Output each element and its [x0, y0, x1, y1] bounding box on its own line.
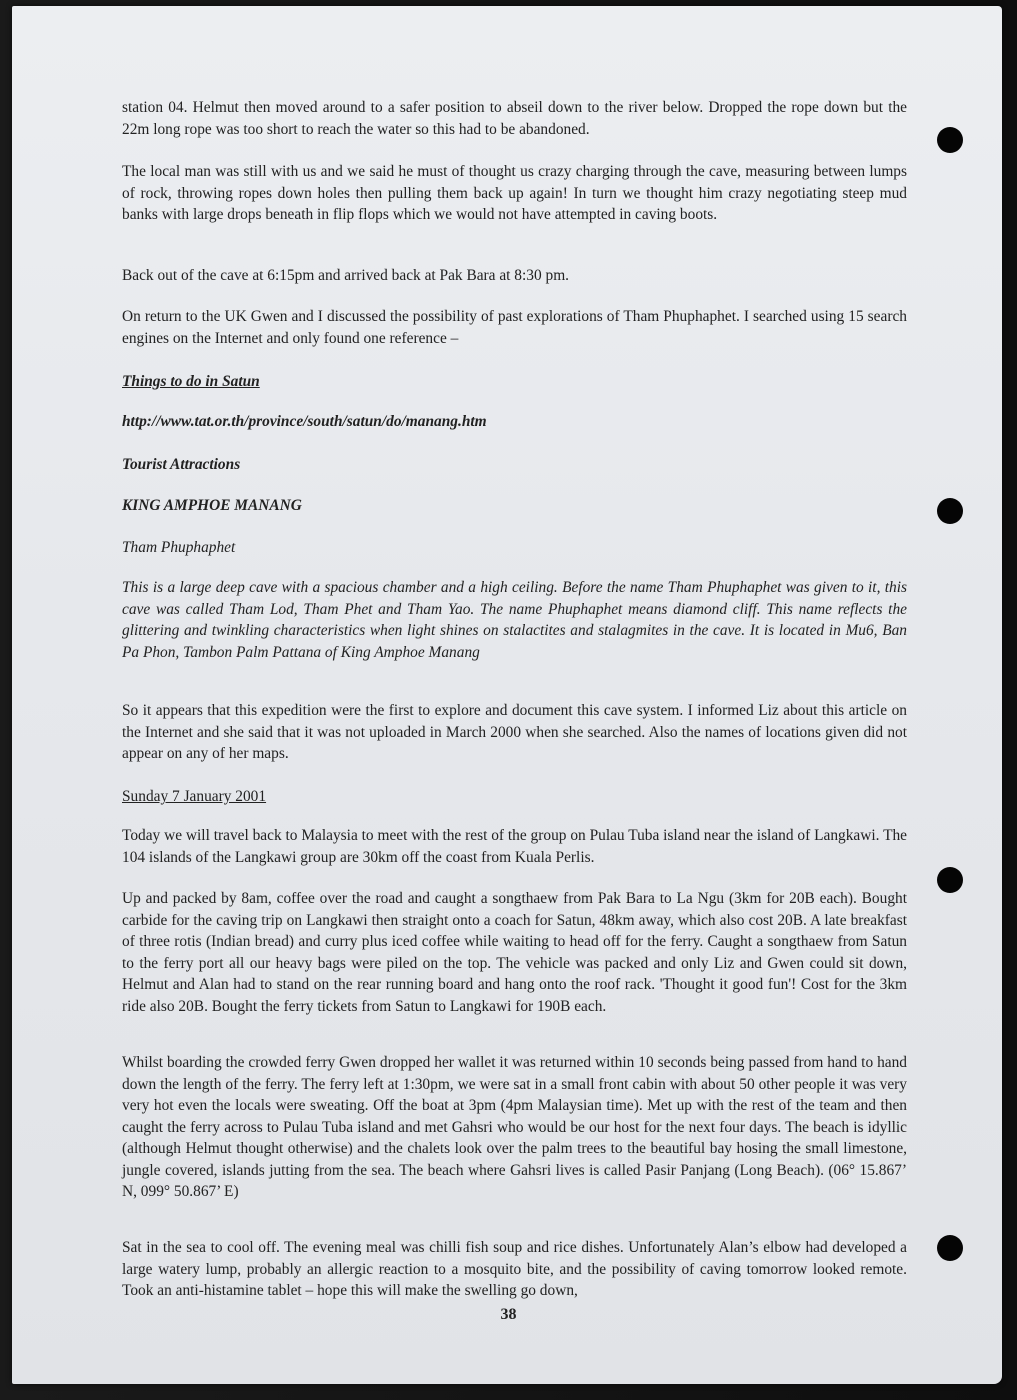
reference-district: KING AMPHOE MANANG: [122, 497, 302, 514]
punch-hole: [937, 127, 963, 153]
punch-hole: [937, 867, 963, 893]
paragraph-travel-back: Today we will travel back to Malaysia to meet with the rest of the group on Pulau Tuba island near the island of Langkawi. The 104 islands of the Langkawi group are 30km off the coast from Kuala Perlis.: [122, 827, 907, 866]
paragraph-first-to-explore: So it appears that this expedition were the first to explore and document this cave system. I informed Liz about this article on the Internet and she said that it was not uploaded in March 2000 when she searched. Also the names of locations given did not appear on any of her maps.: [122, 702, 907, 762]
punch-hole: [937, 1235, 963, 1261]
date-heading: Sunday 7 January 2001: [122, 788, 267, 805]
reference-description: This is a large deep cave with a spacious chamber and a high ceiling. Before the name Tham Phuphaphet was given to it, this cave was called Tham Lod, Tham Phet and Tham Yao. The name Phuphaphet means diamond cliff. This name reflects the glittering and twinkling characteristics when light shines on stalactites and stalagmites in the cave. It is located in Mu6, Ban Pa Phon, Tambon Palm Pattana of King Amphoe Manang: [122, 579, 907, 661]
paragraph-return-uk: On return to the UK Gwen and I discussed the possibility of past explorations of Tham Phuphaphet. I searched using 15 search engines on the Internet and only found one reference –: [122, 308, 907, 347]
reference-url: http://www.tat.or.th/province/south/satun/do/manang.htm: [122, 413, 487, 430]
punch-hole: [937, 498, 963, 524]
reference-section: Tourist Attractions: [122, 456, 241, 473]
reference-heading: Things to do in Satun: [122, 373, 260, 390]
paragraph-abseil: station 04. Helmut then moved around to a safer position to abseil down to the river below. Dropped the rope down but the 22m long rope was too short to reach the water so this had to be abandoned.: [122, 99, 907, 138]
paragraph-packed: Up and packed by 8am, coffee over the road and caught a songthaew from Pak Bara to La Ngu (3km for 20B each). Bought carbide for the caving trip on Langkawi then straight onto a coach for Satun, 48km away, which also cost 20B. A late breakfast of three rotis (Indian bread) and curry plus iced coffee while waiting to head off for the ferry. Caught a songthaew from Satun to the ferry port all our heavy bags were piled on the top. The vehicle was packed and only Liz and Gwen could sit down, Helmut and Alan had to stand on the rear running board and hang onto the roof rack. 'Thought it good fun'! Cost for the 3km ride also 20B. Bought the ferry tickets from Satun to Langkawi for 190B each.: [122, 890, 907, 1015]
paragraph-ferry: Whilst boarding the crowded ferry Gwen dropped her wallet it was returned within 10 seconds being passed from hand to hand down the length of the ferry. The ferry left at 1:30pm, we were sat in a small front cabin with about 50 other people it was very very hot even the locals were sweating. Off the boat at 3pm (4pm Malaysian time). Met up with the rest of the team and then caught the ferry across to Pulau Tuba island and met Gahsri who would be our host for the next four days. The beach is idyllic (although Helmut thought otherwise) and the chalets look over the palm trees to the beautiful bay hosing the small limestone, jungle covered, islands jutting from the sea. The beach where Gahsri lives is called Pasir Panjang (Long Beach). (06° 15.867’ N, 099° 50.867’ E): [122, 1054, 907, 1200]
paragraph-back-out: Back out of the cave at 6:15pm and arrived back at Pak Bara at 8:30 pm.: [122, 267, 570, 284]
paragraph-sea: Sat in the sea to cool off. The evening meal was chilli fish soup and rice dishes. Unfortunately Alan’s elbow had developed a large watery lump, probably an allergic reaction to a mosquito bite, and the possibility of caving tomorrow looked remote. Took an anti-histamine tablet – hope this will make the swelling go down,: [122, 1239, 907, 1299]
page-number: 38: [500, 1306, 517, 1323]
reference-cave-name: Tham Phuphaphet: [122, 539, 236, 556]
paragraph-local-man: The local man was still with us and we said he must of thought us crazy charging through the cave, measuring between lumps of rock, throwing ropes down holes then pulling them back up again! In turn we thought him crazy negotiating steep mud banks with large drops beneath in flip flops which we would not have attempted in caving boots.: [122, 163, 907, 223]
